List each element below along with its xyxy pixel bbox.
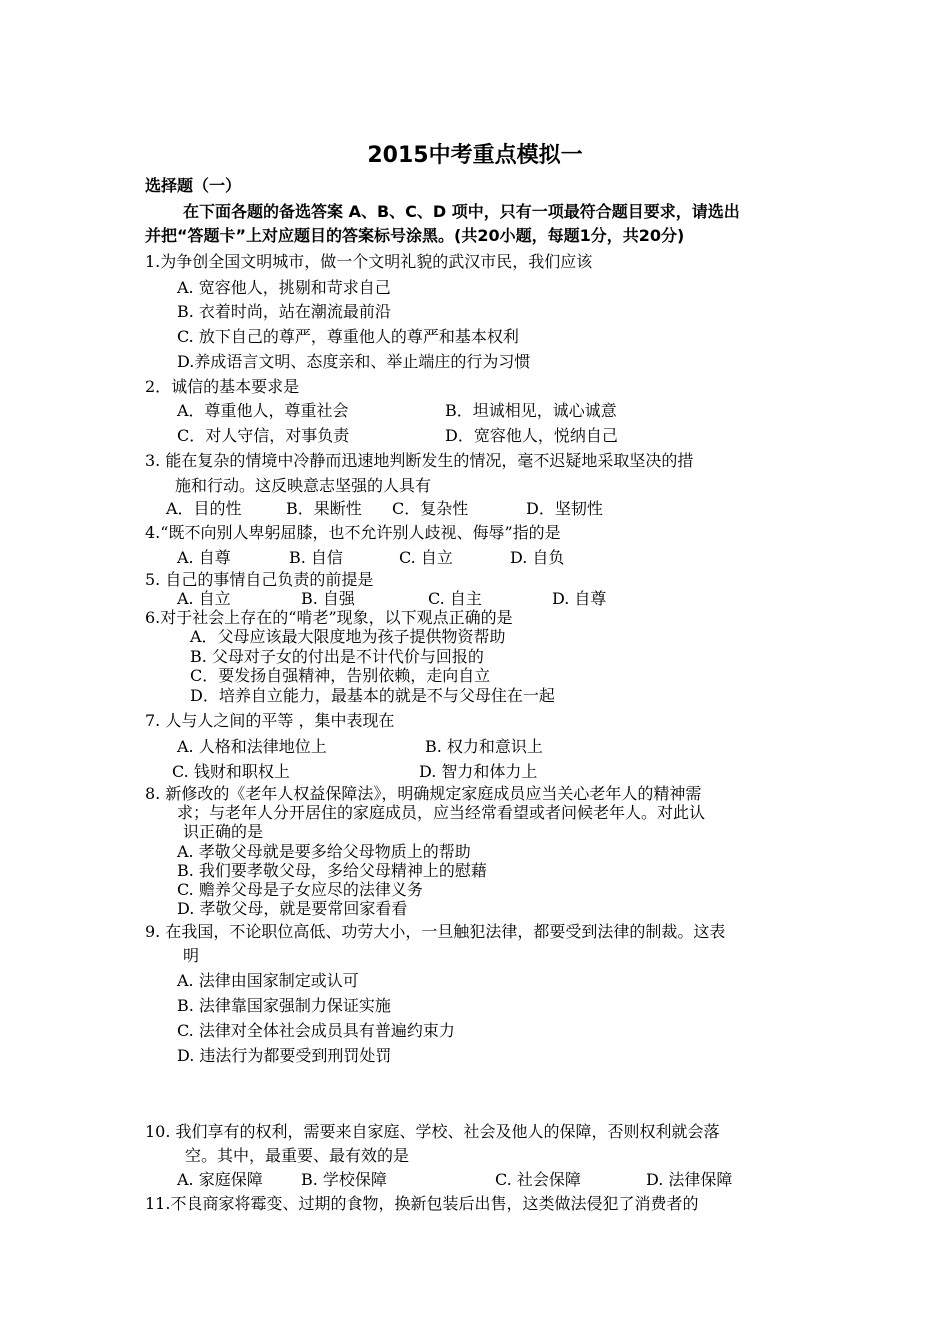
question-7-options-row-2 [172,762,592,782]
question-3-stem-line-1: 3. 能在复杂的情境中冷静而迅速地判断发生的情况，毫不迟疑地采取坚决的措 [145,451,694,470]
question-5-option-c: C. 自主 [428,589,482,608]
question-10-option-a: A. 家庭保障 [177,1170,263,1189]
question-10-option-d: D. 法律保障 [646,1170,733,1189]
question-1-option-d: D.养成语言文明、态度亲和、举止端庄的行为习惯 [177,352,531,371]
question-3-option-a: A．目的性 [166,499,242,518]
instructions-line-2: 并把“答题卡”上对应题目的答案标号涂黑。(共20小题，每题1分，共20分) [145,226,685,245]
question-9-option-d: D. 违法行为都要受到刑罚处罚 [177,1046,392,1065]
section-heading: 选择题（一） [145,176,242,195]
question-1-option-c: C. 放下自己的尊严，尊重他人的尊严和基本权利 [177,327,519,346]
question-9-stem-line-1: 9. 在我国，不论职位高低、功劳大小，一旦触犯法律，都要受到法律的制裁。这表 [145,922,726,941]
question-10-option-b: B. 学校保障 [301,1170,387,1189]
question-3-option-b: B．果断性 [286,499,362,518]
question-7-stem: 7. 人与人之间的平等 ，集中表现在 [145,711,395,730]
question-6-option-a: A．父母应该最大限度地为孩子提供物资帮助 [190,627,506,646]
question-10-stem-line-1: 10. 我们享有的权利，需要来自家庭、学校、社会及他人的保障，否则权利就会落 [145,1122,720,1141]
question-1-stem: 1.为争创全国文明城市，做一个文明礼貌的武汉市民，我们应该 [145,252,593,271]
question-2-option-b: B．坦诚相见，诚心诚意 [445,401,617,420]
question-3-option-d: D．坚韧性 [526,499,603,518]
question-3-stem-line-2: 施和行动。这反映意志坚强的人具有 [175,476,432,495]
question-9-option-c: C. 法律对全体社会成员具有普遍约束力 [177,1021,455,1040]
question-2-options-row-1 [177,401,677,421]
question-7-option-b: B. 权力和意识上 [425,737,543,756]
page-title: 2015中考重点模拟一 [367,143,583,168]
question-8-option-b: B. 我们要孝敬父母，多给父母精神上的慰藉 [177,861,487,880]
question-1-option-a: A. 宽容他人，挑剔和苛求自己 [177,278,391,297]
question-4-options [177,548,597,568]
question-8-stem-line-1: 8. 新修改的《老年人权益保障法》，明确规定家庭成员应当关心老年人的精神需 [145,784,702,803]
question-6-option-c: C．要发扬自强精神，告别依赖，走向自立 [190,666,491,685]
question-11-stem: 11.不良商家将霉变、过期的食物，换新包装后出售，这类做法侵犯了消费者的 [145,1194,699,1213]
question-8-option-c: C. 赡养父母是子女应尽的法律义务 [177,880,423,899]
question-6-option-d: D．培养自立能力，最基本的就是不与父母住在一起 [190,686,555,705]
question-10-option-c: C. 社会保障 [495,1170,581,1189]
question-2-stem: 2．诚信的基本要求是 [145,377,300,396]
question-7-option-c: C. 钱财和职权上 [172,762,290,781]
question-4-option-c: C. 自立 [399,548,453,567]
question-10-stem-line-2: 空。其中，最重要、最有效的是 [185,1146,410,1165]
question-4-stem: 4.“既不向别人卑躬屈膝，也不允许别人歧视、侮辱”指的是 [145,523,561,542]
question-4-option-a: A. 自尊 [177,548,231,567]
question-2-option-d: D．宽容他人，悦纳自己 [445,426,618,445]
question-8-stem-line-3: 识正确的是 [183,822,264,841]
question-7-options-row-1 [177,737,597,757]
question-7-option-a: A. 人格和法律地位上 [177,737,327,756]
question-6-option-b: B. 父母对子女的付出是不计代价与回报的 [190,647,484,666]
question-1-option-b: B. 衣着时尚，站在潮流最前沿 [177,302,391,321]
question-2-option-a: A．尊重他人，尊重社会 [177,401,349,420]
question-2-options-row-2 [177,426,677,446]
question-8-option-d: D. 孝敬父母，就是要常回家看看 [177,899,408,918]
question-8-option-a: A. 孝敬父母就是要多给父母物质上的帮助 [177,842,471,861]
question-8-stem-line-2: 求；与老年人分开居住的家庭成员，应当经常看望或者问候老年人。对此认 [177,803,706,822]
question-10-options [177,1170,777,1190]
question-7-option-d: D. 智力和体力上 [419,762,538,781]
question-4-option-b: B. 自信 [289,548,343,567]
question-3-option-c: C．复杂性 [392,499,469,518]
question-5-stem: 5. 自己的事情自己负责的前提是 [145,570,374,589]
question-6-stem: 6.对于社会上存在的“啃老”现象，以下观点正确的是 [145,608,513,627]
instructions-line-1: 在下面各题的备选答案 A、B、C、D 项中，只有一项最符合题目要求，请选出 [183,202,740,221]
question-9-option-b: B. 法律靠国家强制力保证实施 [177,996,391,1015]
question-5-option-a: A. 自立 [177,589,231,608]
question-4-option-d: D. 自负 [510,548,565,567]
question-5-option-d: D. 自尊 [552,589,607,608]
question-5-options [177,589,637,609]
question-3-options [166,499,666,519]
question-5-option-b: B. 自强 [301,589,355,608]
question-2-option-c: C．对人守信，对事负责 [177,426,350,445]
question-9-option-a: A. 法律由国家制定或认可 [177,971,359,990]
question-9-stem-line-2: 明 [183,946,200,965]
